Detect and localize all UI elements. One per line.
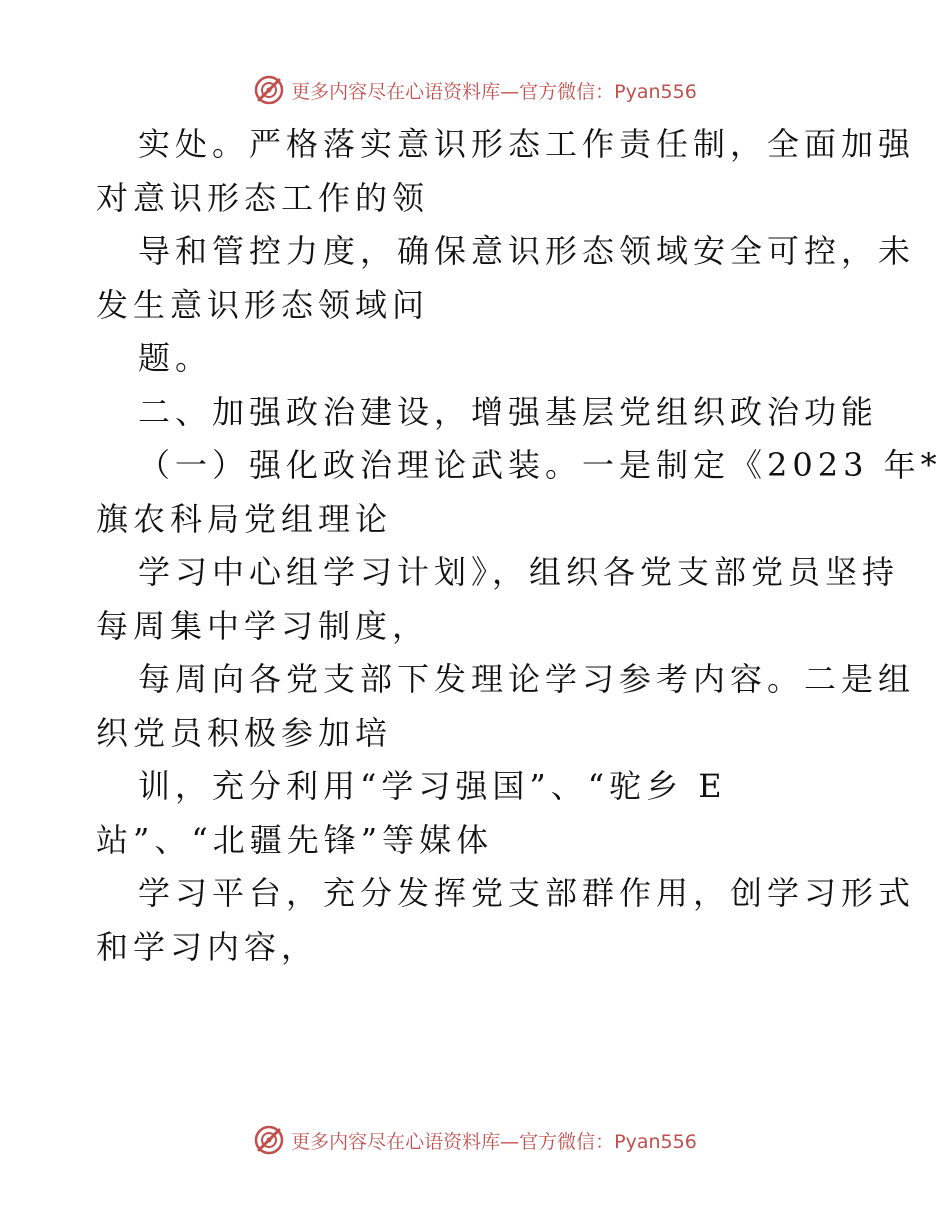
text-line: 学习平台，充分发挥党支部群作用，创学习形式 (138, 874, 916, 912)
subsection-heading: （一）强化政治理论武装。一是制定《2023 年* (138, 446, 942, 484)
text-line: 发生意识形态领域问 (96, 285, 430, 324)
text-line: 训，充分利用“学习强国”、“驼乡 E (138, 767, 727, 805)
text-line: 学习中心组学习计划》，组织各党支部党员坚持 (138, 553, 900, 591)
text-line: 每周向各党支部下发理论学习参考内容。二是组 (138, 660, 916, 698)
header-watermark-text: 更多内容尽在心语资料库—官方微信：Pyan556 (291, 80, 697, 103)
footer-watermark-text: 更多内容尽在心语资料库—官方微信：Pyan556 (291, 1130, 697, 1153)
brand-logo-icon (253, 1124, 285, 1156)
brand-logo-icon (253, 74, 285, 106)
text-line: 对意识形态工作的领 (96, 178, 430, 217)
text-line: 实处。严格落实意识形态工作责任制，全面加强 (138, 125, 916, 163)
text-line: 题。 (138, 339, 213, 377)
section-heading: 二、加强政治建设，增强基层党组织政治功能 (138, 392, 879, 431)
footer-watermark (0, 1120, 950, 1160)
text-line: 织党员积极参加培 (96, 713, 393, 752)
text-line: 导和管控力度，确保意识形态领域安全可控，未 (138, 232, 916, 270)
header-watermark (0, 70, 950, 110)
text-line: 站”、“北疆先锋”等媒体 (96, 820, 494, 859)
text-line: 和学习内容， (96, 927, 319, 966)
document-body (96, 118, 942, 974)
text-line: 每周集中学习制度， (96, 606, 430, 645)
text-line: 旗农科局党组理论 (96, 499, 393, 538)
